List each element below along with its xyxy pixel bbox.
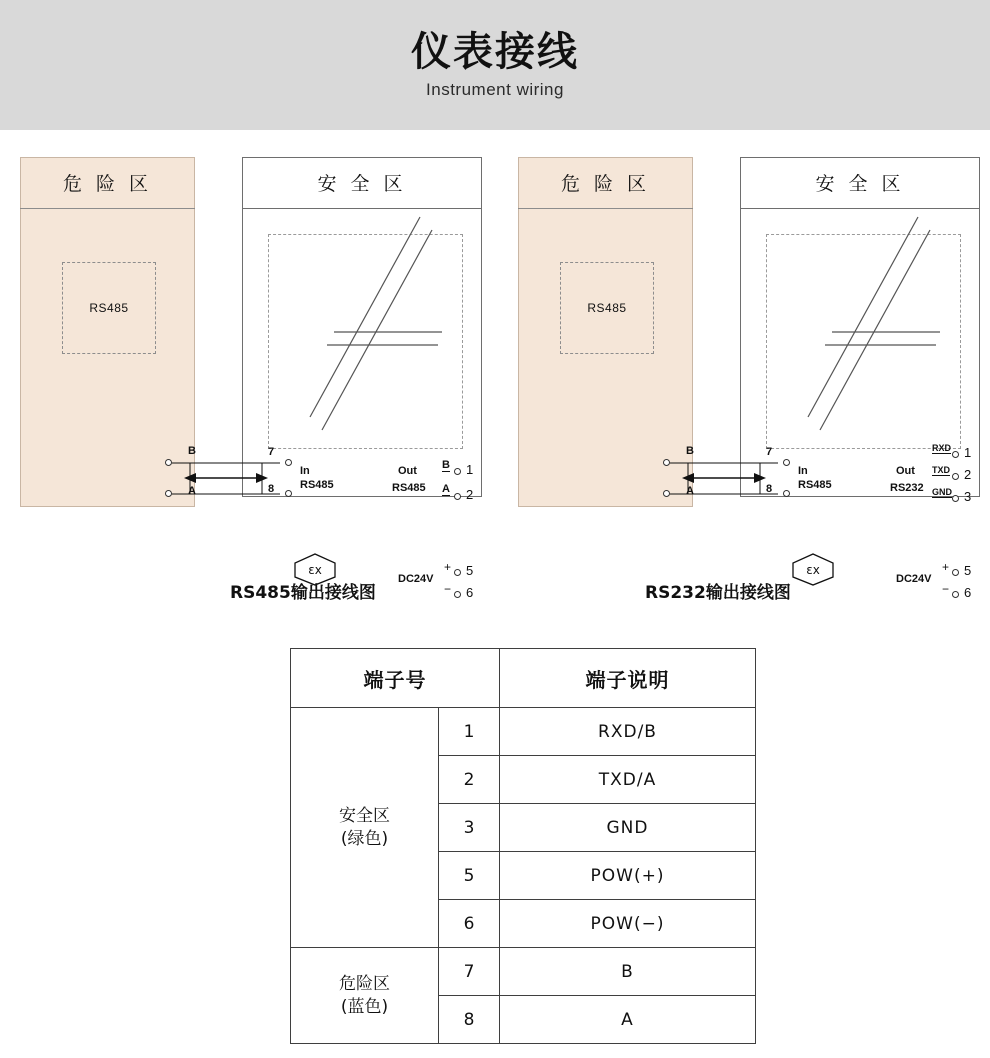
input-terminal-dot-8: [783, 490, 790, 497]
table-group-hazard-area: [291, 948, 439, 1044]
input-terminal-dot-7: [285, 459, 292, 466]
hazard-terminal-label-b: B: [188, 445, 196, 457]
page-header-banner: [0, 0, 990, 130]
table-row: [291, 708, 756, 756]
terminal-description: TXD/A: [500, 756, 756, 804]
input-terminal-dot-8: [285, 490, 292, 497]
group-label-line1: 危险区: [339, 973, 390, 994]
output-pin-label-b: B: [442, 459, 450, 471]
input-label-in: In: [798, 465, 808, 477]
terminal-number: 2: [439, 756, 500, 804]
power-pin-label-plus: +: [942, 560, 950, 574]
caption-rs485: RS485输出接线图: [230, 583, 376, 603]
terminal-description: POW(−): [500, 900, 756, 948]
power-pin-label-minus: −: [942, 582, 950, 596]
hazard-device-box: RS485: [62, 262, 156, 354]
output-label-out: Out: [896, 465, 915, 477]
power-pin-number-6: 6: [466, 585, 474, 600]
group-label-line1: 安全区: [339, 805, 390, 826]
input-terminal-number-8: 8: [268, 483, 275, 495]
power-pin-number-5: 5: [964, 563, 972, 578]
hazard-device-box: RS485: [560, 262, 654, 354]
power-pin-label-plus: +: [444, 560, 452, 574]
power-pin-label-minus: −: [444, 582, 452, 596]
safe-area-title: 安 全 区: [740, 157, 980, 209]
table-header-terminal-number: 端子号: [291, 649, 500, 708]
power-label: DC24V: [398, 573, 434, 585]
terminal-number: 7: [439, 948, 500, 996]
terminal-table: [290, 648, 756, 1044]
output-pin-dot-1: [454, 468, 461, 475]
terminal-description: GND: [500, 804, 756, 852]
page-title: 仪表接线: [411, 29, 579, 75]
output-pin-number-1: 1: [964, 445, 972, 460]
output-pin-dot-2: [454, 493, 461, 500]
table-header-terminal-description: 端子说明: [500, 649, 756, 708]
svg-text:ɛx: ɛx: [308, 563, 322, 577]
terminal-description: RXD/B: [500, 708, 756, 756]
input-terminal-number-7: 7: [766, 446, 773, 458]
terminal-number: 5: [439, 852, 500, 900]
terminal-number: 8: [439, 996, 500, 1044]
group-label-line2: (蓝色): [340, 996, 389, 1017]
output-pin-label-gnd: GND: [932, 487, 952, 497]
terminal-number: 6: [439, 900, 500, 948]
output-pin-dot-2: [952, 473, 959, 480]
output-pin-dot-3: [952, 495, 959, 502]
terminal-description: POW(+): [500, 852, 756, 900]
power-pin-dot-5: [952, 569, 959, 576]
output-pin-label-rxd: RXD: [932, 443, 952, 453]
hazard-terminal-label-a: A: [686, 485, 694, 497]
table-group-safe-area: [291, 708, 439, 948]
hazard-area-title: 危 险 区: [20, 157, 195, 209]
output-label-out: Out: [398, 465, 417, 477]
hazard-terminal-label-a: A: [188, 485, 196, 497]
group-label-line2: (绿色): [340, 828, 389, 849]
power-pin-dot-5: [454, 569, 461, 576]
connection-arrow: [668, 452, 788, 507]
output-pin-label-a: A: [442, 483, 450, 495]
table-header-row: [291, 649, 756, 708]
input-label-in: In: [300, 465, 310, 477]
power-pin-number-5: 5: [466, 563, 474, 578]
caption-rs232: RS232输出接线图: [645, 583, 791, 603]
output-pin-number-1: 1: [466, 462, 474, 477]
output-pin-label-txd: TXD: [932, 465, 950, 475]
table-row: [291, 948, 756, 996]
diagram-captions: [0, 578, 990, 622]
terminal-description: A: [500, 996, 756, 1044]
terminal-table-wrapper: [290, 648, 756, 1044]
svg-text:ɛx: ɛx: [806, 563, 820, 577]
page-subtitle: Instrument wiring: [426, 80, 564, 99]
output-label-protocol: RS485: [392, 482, 426, 494]
power-pin-number-6: 6: [964, 585, 972, 600]
input-terminal-dot-7: [783, 459, 790, 466]
hazard-area-title: 危 险 区: [518, 157, 693, 209]
power-label: DC24V: [896, 573, 932, 585]
input-terminal-number-7: 7: [268, 446, 275, 458]
input-label-protocol: RS485: [300, 479, 334, 491]
safe-area-title: 安 全 区: [242, 157, 482, 209]
input-label-protocol: RS485: [798, 479, 832, 491]
terminal-description: B: [500, 948, 756, 996]
hazard-terminal-label-b: B: [686, 445, 694, 457]
output-pin-number-2: 2: [964, 467, 972, 482]
connection-arrow: [170, 452, 290, 507]
input-terminal-number-8: 8: [766, 483, 773, 495]
output-pin-number-2: 2: [466, 487, 474, 502]
output-label-protocol: RS232: [890, 482, 924, 494]
output-pin-dot-1: [952, 451, 959, 458]
terminal-number: 3: [439, 804, 500, 852]
output-pin-number-3: 3: [964, 489, 972, 504]
terminal-number: 1: [439, 708, 500, 756]
